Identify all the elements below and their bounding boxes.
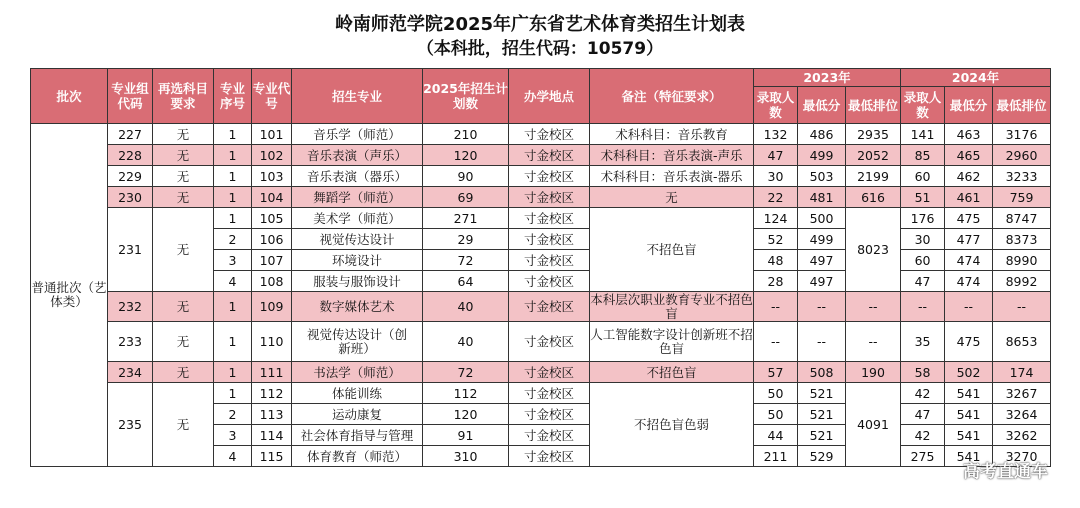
elective-cell: 无 [153, 292, 214, 322]
remark-cell: 不招色盲 [590, 362, 754, 383]
rank-2024-cell: 3270 [993, 446, 1051, 467]
score-2024-cell: 474 [945, 250, 993, 271]
group-cell: 228 [108, 145, 153, 166]
score-2024-cell: 477 [945, 229, 993, 250]
group-cell: 233 [108, 322, 153, 362]
plan-cell: 40 [423, 322, 509, 362]
admitted-2023-cell: 132 [754, 124, 798, 145]
plan-cell: 120 [423, 145, 509, 166]
admitted-2024-cell: 85 [901, 145, 945, 166]
seq-cell: 1 [214, 208, 252, 229]
plan-cell: 40 [423, 292, 509, 322]
watermark: 高考直通车 [963, 462, 1048, 482]
plan-cell: 72 [423, 250, 509, 271]
major-cell: 美术学（师范） [292, 208, 423, 229]
elective-cell: 无 [153, 187, 214, 208]
score-2023-cell: 521 [798, 425, 846, 446]
major-cell: 视觉传达设计 [292, 229, 423, 250]
admitted-2024-cell: 60 [901, 166, 945, 187]
campus-cell: 寸金校区 [509, 229, 590, 250]
rank-2023-cell: 2199 [846, 166, 901, 187]
score-2023-cell: 521 [798, 404, 846, 425]
elective-cell: 无 [153, 166, 214, 187]
elective-cell: 无 [153, 322, 214, 362]
campus-cell: 寸金校区 [509, 271, 590, 292]
score-2023-cell: 481 [798, 187, 846, 208]
code-cell: 108 [252, 271, 292, 292]
campus-cell: 寸金校区 [509, 322, 590, 362]
score-2024-cell: 541 [945, 383, 993, 404]
header-plan: 2025年招生计划数 [423, 69, 509, 124]
score-2024-cell: 465 [945, 145, 993, 166]
score-2023-cell: 529 [798, 446, 846, 467]
table-row [31, 166, 1051, 187]
elective-cell: 无 [153, 383, 214, 467]
rank-2024-cell: 3262 [993, 425, 1051, 446]
table-row [31, 292, 1051, 322]
seq-cell: 1 [214, 322, 252, 362]
remark-cell: 人工智能数字设计创新班不招色盲 [590, 322, 754, 362]
header-remark: 备注（特征要求） [590, 69, 754, 124]
score-2023-cell: 521 [798, 383, 846, 404]
header-min-score-2024: 最低分 [945, 87, 993, 124]
score-2023-cell: 500 [798, 208, 846, 229]
header-campus: 办学地点 [509, 69, 590, 124]
admitted-2023-cell: 57 [754, 362, 798, 383]
rank-2024-cell: 3267 [993, 383, 1051, 404]
score-2023-cell: -- [798, 322, 846, 362]
rank-2023-cell: 2052 [846, 145, 901, 166]
admitted-2023-cell: 28 [754, 271, 798, 292]
header-major: 招生专业 [292, 69, 423, 124]
major-cell: 服装与服饰设计 [292, 271, 423, 292]
remark-cell: 不招色盲色弱 [590, 383, 754, 467]
rank-2024-cell: 8373 [993, 229, 1051, 250]
campus-cell: 寸金校区 [509, 383, 590, 404]
score-2024-cell: 541 [945, 404, 993, 425]
code-cell: 111 [252, 362, 292, 383]
table-row [31, 124, 1051, 145]
campus-cell: 寸金校区 [509, 145, 590, 166]
rank-2023-cell: 8023 [846, 208, 901, 292]
admitted-2024-cell: 141 [901, 124, 945, 145]
admitted-2024-cell: 47 [901, 271, 945, 292]
score-2023-cell: 508 [798, 362, 846, 383]
rank-2023-cell: 616 [846, 187, 901, 208]
admitted-2023-cell: 124 [754, 208, 798, 229]
remark-cell: 无 [590, 187, 754, 208]
score-2024-cell: 502 [945, 362, 993, 383]
plan-cell: 112 [423, 383, 509, 404]
header-2024: 2024年 [901, 69, 1051, 87]
header-major-code: 专业代号 [252, 69, 292, 124]
remark-cell: 术科科目：音乐教育 [590, 124, 754, 145]
page-title: 岭南师范学院2025年广东省艺术体育类招生计划表 [334, 14, 746, 35]
campus-cell: 寸金校区 [509, 446, 590, 467]
score-2024-cell: 475 [945, 322, 993, 362]
header-batch: 批次 [31, 69, 108, 124]
admitted-2023-cell: -- [754, 292, 798, 322]
seq-cell: 1 [214, 166, 252, 187]
code-cell: 110 [252, 322, 292, 362]
group-cell: 227 [108, 124, 153, 145]
campus-cell: 寸金校区 [509, 187, 590, 208]
rank-2024-cell: 3176 [993, 124, 1051, 145]
seq-cell: 2 [214, 229, 252, 250]
score-2023-cell: 497 [798, 271, 846, 292]
rank-2024-cell: 8990 [993, 250, 1051, 271]
rank-2023-cell: -- [846, 292, 901, 322]
plan-cell: 271 [423, 208, 509, 229]
major-cell: 社会体育指导与管理 [292, 425, 423, 446]
score-2023-cell: -- [798, 292, 846, 322]
seq-cell: 3 [214, 250, 252, 271]
admitted-2024-cell: 42 [901, 383, 945, 404]
table-row [31, 362, 1051, 383]
rank-2023-cell: 4091 [846, 383, 901, 467]
score-2024-cell: 541 [945, 425, 993, 446]
rank-2024-cell: 2960 [993, 145, 1051, 166]
plan-cell: 64 [423, 271, 509, 292]
plan-cell: 90 [423, 166, 509, 187]
seq-cell: 1 [214, 292, 252, 322]
elective-cell: 无 [153, 145, 214, 166]
admitted-2024-cell: -- [901, 292, 945, 322]
score-2024-cell: 462 [945, 166, 993, 187]
campus-cell: 寸金校区 [509, 362, 590, 383]
rank-2024-cell: 8992 [993, 271, 1051, 292]
code-cell: 109 [252, 292, 292, 322]
campus-cell: 寸金校区 [509, 425, 590, 446]
admitted-2024-cell: 51 [901, 187, 945, 208]
admitted-2023-cell: 44 [754, 425, 798, 446]
admitted-2023-cell: -- [754, 322, 798, 362]
plan-cell: 120 [423, 404, 509, 425]
code-cell: 103 [252, 166, 292, 187]
score-2023-cell: 503 [798, 166, 846, 187]
group-cell: 235 [108, 383, 153, 467]
header-2023: 2023年 [754, 69, 901, 87]
elective-cell: 无 [153, 124, 214, 145]
admitted-2023-cell: 30 [754, 166, 798, 187]
major-cell: 体能训练 [292, 383, 423, 404]
seq-cell: 3 [214, 425, 252, 446]
rank-2024-cell: 8653 [993, 322, 1051, 362]
score-2023-cell: 499 [798, 145, 846, 166]
header-min-score-2023: 最低分 [798, 87, 846, 124]
rank-2024-cell: -- [993, 292, 1051, 322]
group-cell: 234 [108, 362, 153, 383]
major-cell: 音乐表演（器乐） [292, 166, 423, 187]
admitted-2023-cell: 50 [754, 404, 798, 425]
score-2023-cell: 486 [798, 124, 846, 145]
remark-cell: 术科科目：音乐表演-器乐 [590, 166, 754, 187]
remark-cell: 本科层次职业教育专业不招色盲 [590, 291, 753, 321]
seq-cell: 1 [214, 362, 252, 383]
code-cell: 114 [252, 425, 292, 446]
header-admitted-2023: 录取人数 [754, 87, 798, 124]
header-admitted-2024: 录取人数 [901, 87, 945, 124]
plan-cell: 210 [423, 124, 509, 145]
code-cell: 102 [252, 145, 292, 166]
campus-cell: 寸金校区 [509, 292, 590, 322]
campus-cell: 寸金校区 [509, 208, 590, 229]
score-2024-cell: -- [945, 292, 993, 322]
major-cell: 环境设计 [292, 250, 423, 271]
score-2024-cell: 463 [945, 124, 993, 145]
group-cell: 230 [108, 187, 153, 208]
plan-cell: 69 [423, 187, 509, 208]
seq-cell: 1 [214, 187, 252, 208]
score-2024-cell: 541 [945, 446, 993, 467]
group-cell: 229 [108, 166, 153, 187]
major-cell: 书法学（师范） [292, 362, 423, 383]
table-row [31, 322, 1051, 362]
score-2024-cell: 475 [945, 208, 993, 229]
code-cell: 113 [252, 404, 292, 425]
campus-cell: 寸金校区 [509, 250, 590, 271]
major-cell: 运动康复 [292, 404, 423, 425]
seq-cell: 1 [214, 124, 252, 145]
major-cell: 音乐表演（声乐） [292, 145, 423, 166]
table-row [31, 187, 1051, 208]
plan-cell: 72 [423, 362, 509, 383]
admitted-2024-cell: 58 [901, 362, 945, 383]
admitted-2023-cell: 211 [754, 446, 798, 467]
code-cell: 115 [252, 446, 292, 467]
admitted-2023-cell: 22 [754, 187, 798, 208]
code-cell: 107 [252, 250, 292, 271]
rank-2024-cell: 174 [993, 362, 1051, 383]
major-cell: 体育教育（师范） [292, 446, 423, 467]
group-cell: 232 [108, 292, 153, 322]
batch-cell: 普通批次（艺体类） [31, 124, 108, 467]
campus-cell: 寸金校区 [509, 124, 590, 145]
rank-2024-cell: 759 [993, 187, 1051, 208]
header-elective: 再选科目要求 [153, 69, 214, 124]
rank-2023-cell: -- [846, 322, 901, 362]
score-2023-cell: 499 [798, 229, 846, 250]
score-2024-cell: 461 [945, 187, 993, 208]
admitted-2023-cell: 48 [754, 250, 798, 271]
elective-cell: 无 [153, 362, 214, 383]
seq-cell: 4 [214, 446, 252, 467]
table-row [31, 145, 1051, 166]
plan-cell: 29 [423, 229, 509, 250]
rank-2024-cell: 3233 [993, 166, 1051, 187]
admitted-2023-cell: 50 [754, 383, 798, 404]
seq-cell: 2 [214, 404, 252, 425]
admitted-2024-cell: 176 [901, 208, 945, 229]
admitted-2023-cell: 47 [754, 145, 798, 166]
rank-2023-cell: 190 [846, 362, 901, 383]
campus-cell: 寸金校区 [509, 166, 590, 187]
rank-2023-cell: 2935 [846, 124, 901, 145]
rank-2024-cell: 8747 [993, 208, 1051, 229]
remark-cell: 术科科目：音乐表演-声乐 [590, 145, 754, 166]
remark-cell: 不招色盲 [590, 208, 754, 292]
header-min-rank-2024: 最低排位 [993, 87, 1051, 124]
major-cell: 音乐学（师范） [292, 124, 423, 145]
major-cell: 视觉传达设计（创新班） [292, 322, 423, 362]
elective-cell: 无 [153, 208, 214, 292]
admitted-2024-cell: 42 [901, 425, 945, 446]
table-row [31, 208, 1051, 229]
code-cell: 112 [252, 383, 292, 404]
header-seq: 专业序号 [214, 69, 252, 124]
seq-cell: 1 [214, 145, 252, 166]
major-cell: 数字媒体艺术 [292, 292, 423, 322]
campus-cell: 寸金校区 [509, 404, 590, 425]
header-min-rank-2023: 最低排位 [846, 87, 901, 124]
plan-cell: 310 [423, 446, 509, 467]
admitted-2024-cell: 47 [901, 404, 945, 425]
code-cell: 105 [252, 208, 292, 229]
group-cell: 231 [108, 208, 153, 292]
admitted-2023-cell: 52 [754, 229, 798, 250]
major-cell: 舞蹈学（师范） [292, 187, 423, 208]
score-2024-cell: 474 [945, 271, 993, 292]
admitted-2024-cell: 60 [901, 250, 945, 271]
seq-cell: 4 [214, 271, 252, 292]
page-subtitle: （本科批，招生代码：10579） [416, 39, 664, 59]
code-cell: 106 [252, 229, 292, 250]
plan-cell: 91 [423, 425, 509, 446]
admitted-2024-cell: 35 [901, 322, 945, 362]
admitted-2024-cell: 30 [901, 229, 945, 250]
admitted-2024-cell: 275 [901, 446, 945, 467]
admission-plan-table [30, 68, 1051, 467]
rank-2024-cell: 3264 [993, 404, 1051, 425]
seq-cell: 1 [214, 383, 252, 404]
code-cell: 101 [252, 124, 292, 145]
table-row [31, 383, 1051, 404]
score-2023-cell: 497 [798, 250, 846, 271]
header-group-code: 专业组代码 [108, 69, 153, 124]
code-cell: 104 [252, 187, 292, 208]
